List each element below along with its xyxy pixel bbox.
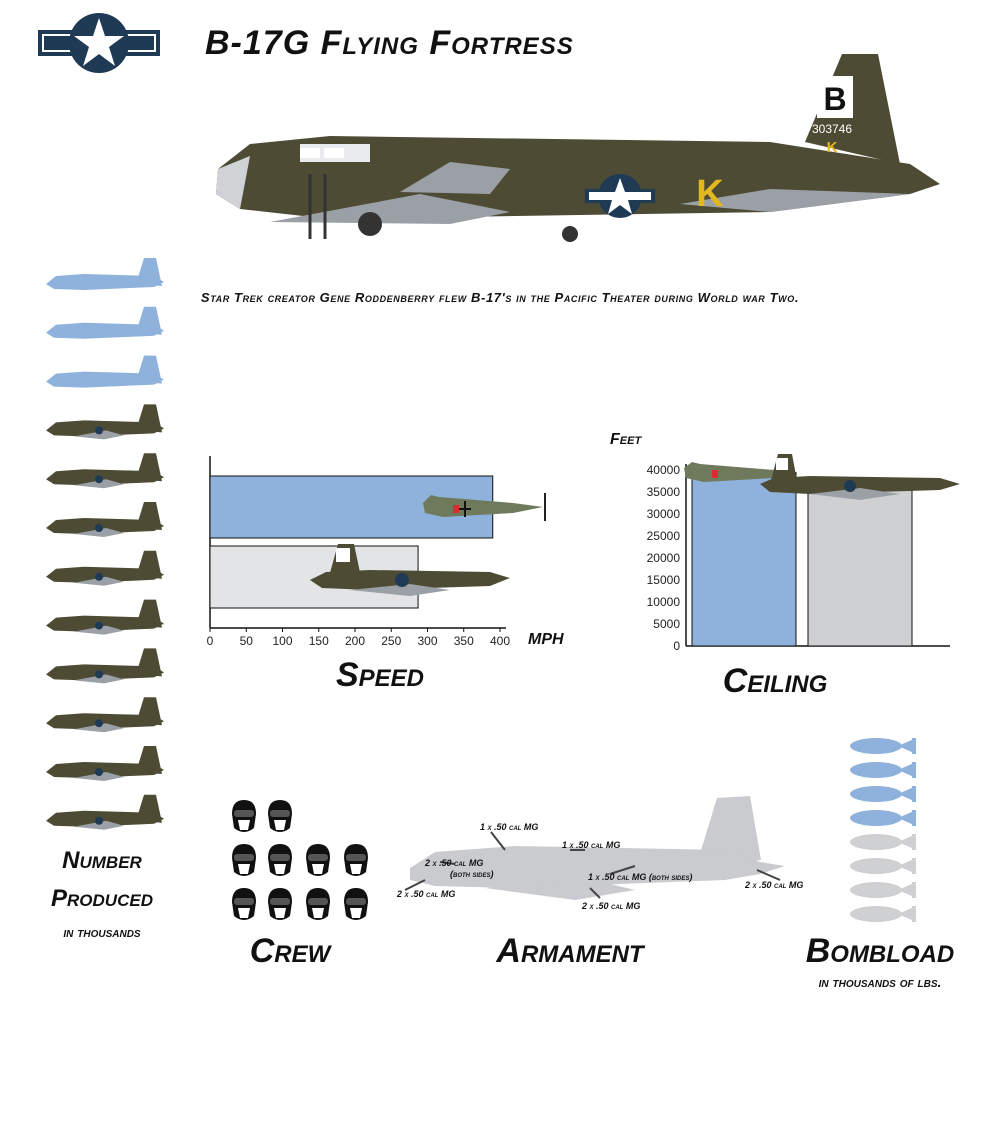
speed-tick-label: 350 (453, 634, 474, 648)
bomb-icon (850, 810, 916, 826)
crew-member-icon (344, 844, 368, 876)
ceiling-tick-label: 20000 (646, 551, 680, 565)
number-produced-label (22, 842, 182, 918)
crew-member-icon (232, 800, 256, 832)
speed-tick-label: 0 (206, 634, 214, 648)
b17-pictogram-icon (46, 258, 164, 290)
ceiling-tick-label: 40000 (646, 463, 680, 477)
ceiling-chart (600, 428, 980, 660)
crew-member-icon (268, 844, 292, 876)
speed-title: Speed (335, 656, 425, 694)
speed-tick-label: 50 (239, 634, 253, 648)
bombload-title: Bombload (805, 932, 955, 970)
b17-illustration (210, 44, 955, 244)
crew-member-icon (232, 888, 256, 920)
speed-tick-label: 150 (308, 634, 329, 648)
speed-tick-label: 300 (417, 634, 438, 648)
fuselage-code: K (696, 173, 724, 215)
bomb-icon (850, 834, 916, 850)
crew-member-icon (268, 800, 292, 832)
ceiling-title: Ceiling (722, 662, 828, 700)
ceiling-unit: Feet (610, 431, 642, 448)
b17-pictogram-icon (46, 746, 164, 781)
crew-icons (218, 796, 388, 926)
armament-top-turret: 1 x .50 cal MG (480, 822, 539, 832)
crew-member-icon (344, 888, 368, 920)
crew-title: Crew (249, 932, 331, 970)
armament-nose-cheek: (both sides) (450, 869, 494, 879)
tail-serial: 303746 (811, 122, 853, 136)
tail-letter: B (823, 81, 847, 117)
page-title: B-17G Flying Fortress (205, 24, 574, 62)
b17-pictogram-icon (46, 453, 164, 488)
ceiling-bar-bf109 (692, 473, 796, 646)
speed-unit: MPH (528, 631, 564, 648)
bomb-icon (850, 762, 916, 778)
produced-label: Produced (51, 885, 153, 912)
speed-tick-label: 400 (489, 634, 511, 648)
ceiling-tick-label: 5000 (653, 617, 680, 631)
bomb-icon (850, 786, 916, 802)
tail-code: K (826, 139, 838, 156)
b17-pictogram-icon (46, 648, 164, 683)
b17-pictogram-icon (46, 356, 164, 388)
ceiling-tick-label: 35000 (646, 485, 680, 499)
crew-member-icon (268, 888, 292, 920)
b17-pictogram-icon (46, 307, 164, 339)
speed-tick-label: 100 (272, 634, 293, 648)
usaaf-roundel-icon (38, 12, 160, 74)
bomb-icon (850, 882, 916, 898)
b17-pictogram-icon (46, 795, 164, 830)
speed-tick-label: 250 (381, 634, 402, 648)
ceiling-tick-label: 10000 (646, 595, 680, 609)
bomb-icon (850, 738, 916, 754)
crew-member-icon (232, 844, 256, 876)
b17-pictogram-icon (46, 502, 164, 537)
fun-fact: Star Trek creator Gene Roddenberry flew B-17's in the Pacific Theater during World war Two. (200, 290, 800, 305)
ceiling-tick-label: 30000 (646, 507, 680, 521)
armament-chin-turret: 2 x .50 cal MG (397, 889, 456, 899)
bombload-icons (848, 736, 928, 926)
number-label: Number (62, 847, 142, 874)
armament-waist-guns: 1 x .50 cal MG (both sides) (588, 872, 693, 882)
b17-pictogram-icon (46, 404, 164, 439)
ceiling-bar-b17g (808, 489, 912, 646)
armament-diagram (395, 790, 825, 920)
armament-radio-room: 1 x .50 cal MG (562, 840, 621, 850)
b17-pictogram-icon (46, 551, 164, 586)
armament-tail-turret: 2 x .50 cal MG (745, 880, 804, 890)
b17-pictogram-icon (46, 600, 164, 635)
number-produced-icons (44, 252, 174, 832)
bomb-icon (850, 906, 916, 922)
crew-member-icon (306, 888, 330, 920)
ceiling-tick-label: 25000 (646, 529, 680, 543)
armament-nose-guns: 2 x .50 cal MG (425, 858, 484, 868)
ceiling-tick-label: 15000 (646, 573, 680, 587)
armament-ball-turret: 2 x .50 cal MG (582, 901, 641, 911)
bomb-icon (850, 858, 916, 874)
number-produced-sublabel: in thousands (63, 924, 141, 940)
speed-chart (198, 448, 598, 658)
speed-tick-label: 200 (344, 634, 366, 648)
crew-member-icon (306, 844, 330, 876)
b17-pictogram-icon (46, 697, 164, 732)
armament-title: Armament (496, 932, 644, 970)
bombload-sublabel: in thousands of lbs. (818, 974, 942, 990)
ceiling-tick-label: 0 (673, 639, 680, 653)
